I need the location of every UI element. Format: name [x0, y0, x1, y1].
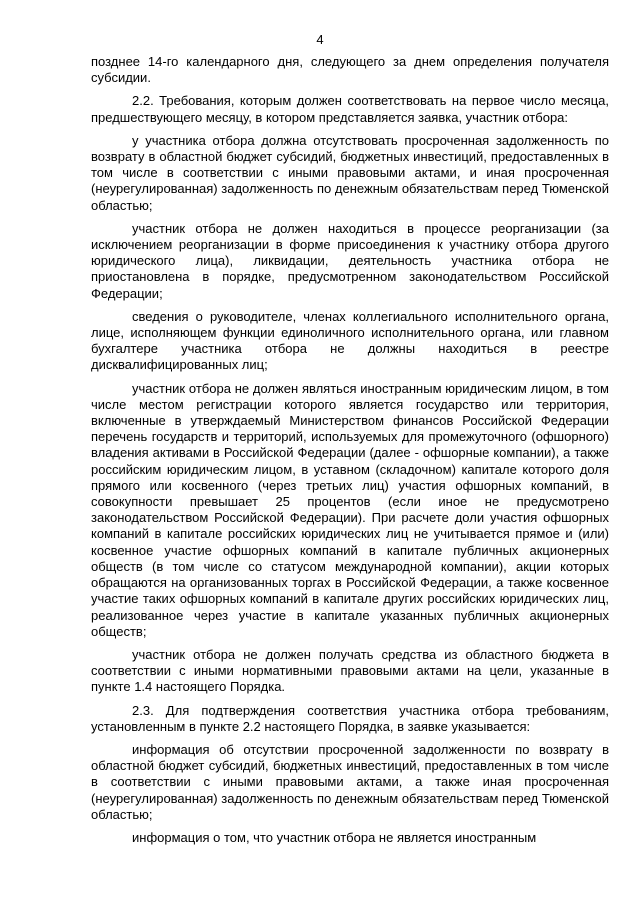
- paragraph-8: 2.3. Для подтверждения соответствия участника отбора требованиям, установленным в пункте 2.2 настоящего Порядка, в заявке указывается:: [91, 702, 609, 734]
- paragraph-4: участник отбора не должен находиться в процессе реорганизации (за исключением реорганизации в форме присоединения к участнику отбора другого юридического лица), ликвидации, деятельность участника отбора не приостановлена в порядке, предусмотренном законодательством Российской Федерации;: [91, 220, 609, 301]
- paragraph-9: информация об отсутствии просроченной задолженности по возврату в областной бюджет субсидий, бюджетных инвестиций, предоставленных в том числе в соответствии с иными правовыми актами, а также иная просроченная (неурегулированная) задолженность по денежным обязательствам перед Тюменской областью;: [91, 741, 609, 822]
- document-body: [91, 54, 609, 853]
- paragraph-3: у участника отбора должна отсутствовать просроченная задолженность по возврату в областной бюджет субсидий, бюджетных инвестиций, предоставленных в том числе в соответствии с иными правовыми актами, и иная просроченная (неурегулированная) задолженность по денежным обязательствам перед Тюменской областью;: [91, 132, 609, 213]
- page-number: 4: [316, 32, 324, 47]
- paragraph-2: 2.2. Требования, которым должен соответствовать на первое число месяца, предшествующего месяцу, в котором представляется заявка, участник отбора:: [91, 93, 609, 125]
- paragraph-6: участник отбора не должен являться иностранным юридическим лицом, в том числе местом регистрации которого является государство или территория, включенные в утверждаемый Министерством финансов Российской Федерации перечень государств и территорий, используемых для промежуточного (офшорного) владения активами в Российской Федерации (далее - офшорные компании), а также российским юридическим лицом, в уставном (складочном) капитале которого доля прямого или косвенного (через третьих лиц) участия офшорных компаний, в совокупности превышает 25 процентов (если иное не предусмотрено законодательством Российской Федерации). При расчете доли участия офшорных компаний в капитале российских юридических лиц не учитывается прямое и (или) косвенное участие офшорных компаний в капитале публичных акционерных обществ (в том числе со статусом международной компании), акции которых обращаются на организованных торгах в Российской Федерации, а также косвенное участие таких офшорных компаний в капитале других российских юридических лиц, реализованное через участие в капитале указанных публичных акционерных обществ;: [91, 380, 609, 639]
- paragraph-7: участник отбора не должен получать средства из областного бюджета в соответствии с иными нормативными правовыми актами на цели, указанные в пункте 1.4 настоящего Порядка.: [91, 646, 609, 695]
- paragraph-10: информация о том, что участник отбора не является иностранным: [132, 829, 537, 845]
- paragraph-1: позднее 14-го календарного дня, следующего за днем определения получателя субсидии.: [91, 54, 609, 86]
- paragraph-5: сведения о руководителе, членах коллегиального исполнительного органа, лице, исполняющем функции единоличного исполнительного органа, или главном бухгалтере участника отбора не должны находиться в реестре дисквалифицированных лиц;: [91, 308, 609, 373]
